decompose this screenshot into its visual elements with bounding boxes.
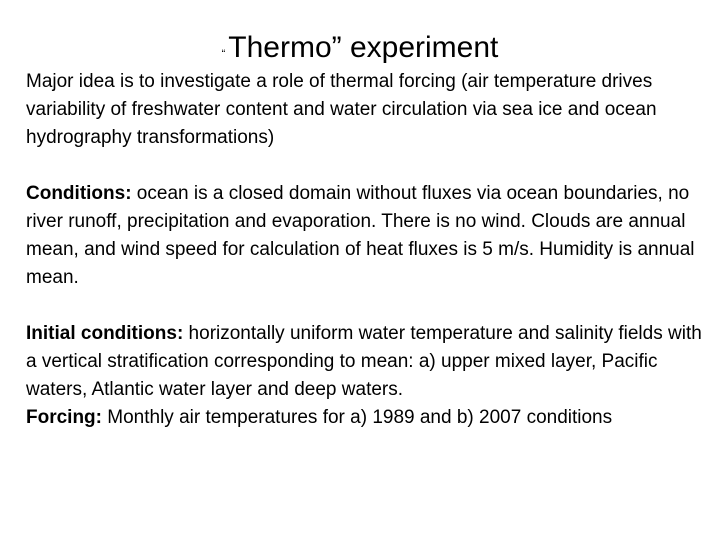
forcing-label: Forcing: [26, 407, 102, 428]
paragraph-text: ocean is a closed domain without fluxes via ocean boundaries, no river runoff, precipitation and evaporation. There is no wind. Clouds are annual mean, and wind speed for calculation of heat fluxes is 5 m/s. Humidity is annual mean. [26, 183, 695, 288]
paragraph-major-idea [26, 68, 706, 152]
paragraph-text: Monthly air temperatures for a) 1989 and b) 2007 conditions [102, 407, 613, 428]
paragraph-forcing [26, 404, 706, 432]
slide-body [26, 68, 706, 432]
title-text: Thermo” experiment [228, 31, 499, 64]
paragraph-initial-conditions [26, 320, 706, 404]
initial-conditions-label: Initial conditions: [26, 323, 184, 344]
paragraph-text: horizontally uniform water temperature and salinity fields with a vertical stratification corresponding to mean: a) upper mixed layer, Pacific waters, Atlantic water layer and deep waters. [26, 323, 702, 400]
paragraph-conditions [26, 180, 706, 292]
paragraph-text: Major idea is to investigate a role of thermal forcing (air temperature drives variability of freshwater content and water circulation via sea ice and ocean hydrography transformations) [26, 71, 657, 148]
title-open-quote: “ [221, 48, 226, 60]
conditions-label: Conditions: [26, 183, 132, 204]
slide-title [0, 28, 720, 68]
